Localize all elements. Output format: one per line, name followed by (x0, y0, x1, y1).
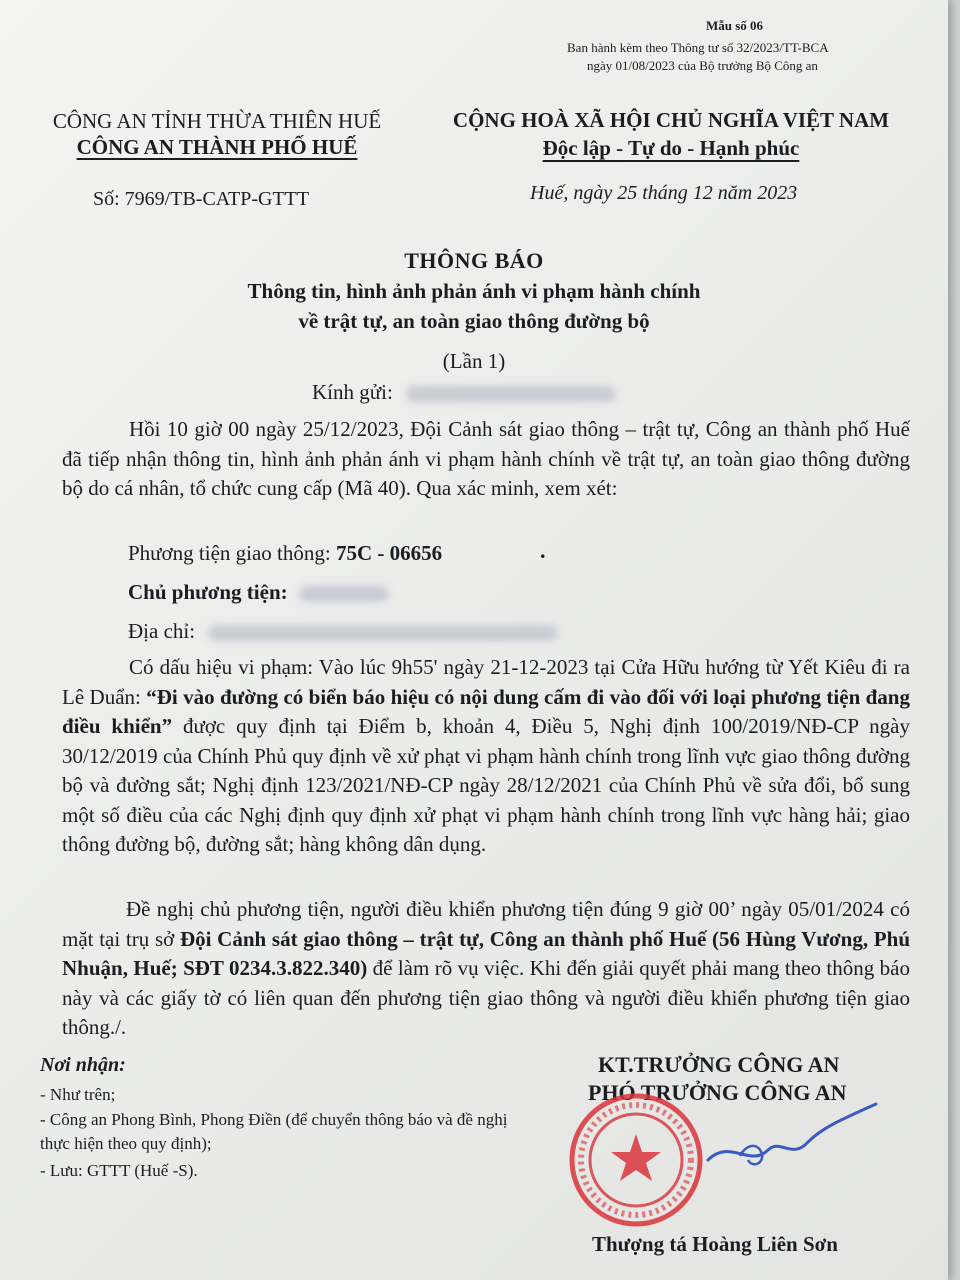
document-subtitle (0, 276, 948, 336)
recipients-heading: Nơi nhận: (40, 1054, 126, 1076)
violation-lead: Có dấu hiệu vi phạm: Vào lúc 9h55' ngày 21-12-2023 tại Cửa Hữu hướng từ Yết Kiêu đi ra Lê Duẩn: (62, 655, 910, 709)
request-rest: để làm rõ vụ việc. Khi đến giải quyết phải mang theo thông báo này và các giấy tờ có liên quan đến phương tiện giao thông và người điều khiển phương tiện giao thông./. (62, 956, 910, 1039)
document-title: THÔNG BÁO (404, 248, 544, 273)
subtitle-line2: về trật tự, an toàn giao thông đường bộ (298, 309, 650, 333)
request-lead: Đề nghị chủ phương tiện, người điều khiển phương tiện đúng 9 giờ 00’ ngày 05/01/2024 có mặt tại trụ sở (62, 897, 910, 951)
country-name: CỘNG HOÀ XÃ HỘI CHỦ NGHĨA VIỆT NAM (452, 108, 890, 132)
signer-name: Thượng tá Hoàng Liên Sơn (592, 1232, 838, 1256)
recipient-item: - Lưu: GTTT (Huế -S). (40, 1161, 198, 1180)
recipient-item: - Như trên; (40, 1085, 116, 1104)
license-plate: 75C - 06656 (335, 541, 443, 565)
motto: Độc lập - Tự do - Hạnh phúc (542, 136, 800, 160)
vehicle-label: Phương tiện giao thông: (128, 541, 336, 565)
signature-title-line2: PHÓ TRƯỞNG CÔNG AN (588, 1080, 847, 1105)
document-number: Số: 7969/TB-CATP-GTTT (93, 188, 310, 210)
vehicle-line (128, 541, 442, 566)
recipient-label: Kính gửi: (312, 380, 393, 404)
owner-label: Chủ phương tiện: (128, 580, 293, 604)
violation-legal-basis: được quy định tại Điểm b, khoản 4, Điều 5, Nghị định 100/2019/NĐ-CP ngày 30/12/2019 của Chính Phủ quy định về xử phạt vi phạm hành chính trong lĩnh vực giao thông đường bộ và đường sắt; Nghị định 123/2021/NĐ-CP ngày 28/12/2021 của Chính Phủ về sửa đổi, bổ sung một số điều của các Nghị định quy định xử phạt vi phạm hành chính trong lĩnh vực hàng hải; giao thông đường bộ, đường sắt; hàng không dân dụng. (62, 714, 910, 856)
handwritten-signature-icon (700, 1098, 880, 1178)
official-stamp-icon (566, 1090, 706, 1230)
subtitle-line1: Thông tin, hình ảnh phản ánh vi phạm hành chính (247, 279, 701, 303)
paragraph-violation (62, 653, 910, 860)
redacted-owner (299, 586, 389, 602)
paragraph-intro: Hồi 10 giờ 00 ngày 25/12/2023, Đội Cảnh sát giao thông – trật tự, Công an thành phố Huế đã tiếp nhận thông tin, hình ảnh phản ánh vi phạm hành chính về trật tự, an toàn giao thông đường bộ do cá nhân, tổ chức cung cấp (Mã 40). Qua xác minh, xem xét: (62, 417, 910, 500)
owner-line (128, 580, 389, 605)
national-motto (436, 106, 906, 162)
agency-parent: CÔNG AN TỈNH THỪA THIÊN HUẾ (52, 109, 382, 133)
notice-count: (Lần 1) (442, 349, 506, 373)
recipient-item: - Công an Phong Bình, Phong Điền (để chuyển thông báo và đề nghị thực hiện theo quy định); (40, 1110, 508, 1153)
stray-dot: . (540, 538, 546, 563)
request-office: Đội Cảnh sát giao thông – trật tự, Công an thành phố Huế (56 Hùng Vương, Phú Nhuận, Huế; SĐT 0234.3.822.340) (62, 926, 910, 980)
paragraph-request (62, 895, 910, 1043)
recipient-line (312, 380, 616, 405)
agency-name: CÔNG AN THÀNH PHỐ HUẾ (76, 135, 358, 159)
redacted-recipient (406, 386, 616, 402)
form-note-line1: Ban hành kèm theo Thông tư số 32/2023/TT-BCA (567, 40, 829, 55)
violation-description: “Đi vào đường có biển báo hiệu có nội dung cấm đi vào đối với loại phương tiện đang điều khiển” (62, 684, 910, 738)
signature-title-line1: KT.TRƯỞNG CÔNG AN (598, 1052, 840, 1077)
address-line (128, 619, 558, 644)
place-date: Huế, ngày 25 tháng 12 năm 2023 (530, 182, 798, 204)
form-number: Mẫu số 06 (706, 18, 764, 33)
redacted-address (208, 625, 558, 641)
address-label: Địa chỉ: (128, 619, 201, 643)
form-note-line2: ngày 01/08/2023 của Bộ trưởng Bộ Công an (587, 58, 818, 73)
issuing-agency (32, 108, 402, 160)
